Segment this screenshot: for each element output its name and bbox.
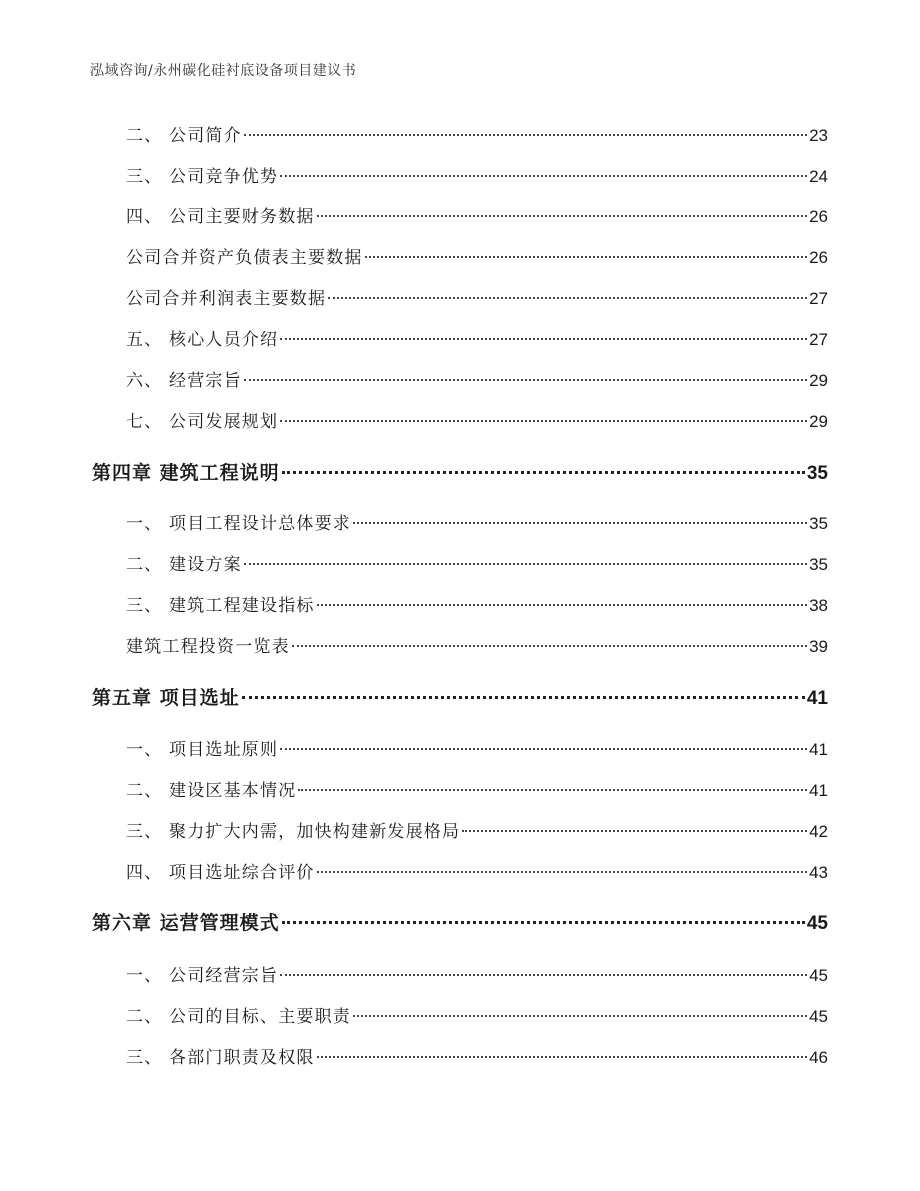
page-header: 泓域咨询/永州碳化硅衬底设备项目建议书 (90, 63, 357, 79)
toc-entry-page: 39 (809, 637, 828, 656)
toc-entry-label: 三、 公司竞争优势 (126, 167, 279, 187)
toc-entry[interactable] (126, 367, 828, 395)
dot-leader (317, 1056, 807, 1058)
toc-entry-label: 六、 经营宗旨 (126, 371, 242, 391)
toc-chapter-entry[interactable] (92, 459, 828, 487)
toc-entry-page: 46 (809, 1048, 828, 1067)
toc-entry-label: 三、 建筑工程建设指标 (126, 596, 315, 616)
toc-entry-page: 29 (809, 371, 828, 390)
toc-entry-label: 三、 聚力扩大内需，加快构建新发展格局 (126, 822, 461, 842)
toc-entry[interactable] (126, 163, 828, 191)
toc-entry-page: 41 (809, 781, 828, 800)
dot-leader (244, 563, 807, 565)
toc-entry-label: 第五章 项目选址 (92, 687, 240, 709)
toc-entry-page: 42 (809, 822, 828, 841)
dot-leader (280, 974, 807, 976)
toc-entry-page: 43 (809, 863, 828, 882)
dot-leader (280, 338, 807, 340)
toc-entry-label: 一、 项目选址原则 (126, 740, 279, 760)
toc-entry-label: 第六章 运营管理模式 (92, 912, 280, 934)
toc-entry[interactable] (126, 122, 828, 150)
toc-entry[interactable] (126, 859, 828, 887)
toc-entry-page: 23 (809, 126, 828, 145)
toc-chapter-entry[interactable] (92, 684, 828, 712)
toc-entry-page: 41 (806, 688, 828, 709)
dot-leader (242, 696, 805, 699)
toc-entry-label: 二、 公司简介 (126, 126, 242, 146)
toc-entry-label: 二、 建设方案 (126, 555, 242, 575)
toc-entry[interactable] (126, 818, 828, 846)
dot-leader (353, 522, 807, 524)
dot-leader (317, 871, 807, 873)
toc-entry-label: 第四章 建筑工程说明 (92, 462, 280, 484)
toc-entry-label: 公司合并资产负债表主要数据 (126, 248, 363, 268)
toc-entry-label: 一、 项目工程设计总体要求 (126, 514, 352, 534)
toc-entry[interactable] (126, 1003, 828, 1031)
toc-entry-page: 26 (809, 207, 828, 226)
toc-entry-label: 七、 公司发展规划 (126, 412, 279, 432)
dot-leader (353, 1015, 807, 1017)
toc-entry[interactable] (126, 777, 828, 805)
dot-leader (282, 471, 805, 474)
toc-entry[interactable] (126, 962, 828, 990)
dot-leader (280, 175, 807, 177)
toc-entry-page: 45 (809, 1007, 828, 1026)
toc-entry-label: 四、 项目选址综合评价 (126, 863, 315, 883)
toc-entry[interactable] (126, 408, 828, 436)
toc-entry[interactable] (126, 326, 828, 354)
dot-leader (292, 645, 807, 647)
dot-leader (280, 748, 807, 750)
toc-entry-label: 公司合并利润表主要数据 (126, 289, 327, 309)
toc-entry-label: 五、 核心人员介绍 (126, 330, 279, 350)
toc-entry-page: 27 (809, 289, 828, 308)
dot-leader (328, 297, 807, 299)
dot-leader (462, 830, 807, 832)
toc-entry[interactable] (126, 551, 828, 579)
toc-entry-label: 三、 各部门职责及权限 (126, 1048, 315, 1068)
dot-leader (317, 215, 807, 217)
toc-entry-page: 35 (809, 514, 828, 533)
toc-entry-page: 35 (809, 555, 828, 574)
toc-entry-page: 35 (806, 463, 828, 484)
toc-entry-page: 24 (809, 167, 828, 186)
toc-entry-page: 29 (809, 412, 828, 431)
toc-entry-page: 27 (809, 330, 828, 349)
dot-leader (365, 256, 807, 258)
toc-entry-page: 45 (809, 966, 828, 985)
toc-entry[interactable] (126, 203, 828, 231)
dot-leader (298, 789, 807, 791)
toc-entry[interactable] (126, 1044, 828, 1072)
toc-entry-label: 四、 公司主要财务数据 (126, 207, 315, 227)
toc-entry-page: 45 (806, 913, 828, 934)
toc-entry-label: 二、 建设区基本情况 (126, 781, 297, 801)
toc-entry[interactable] (126, 510, 828, 538)
dot-leader (244, 134, 807, 136)
toc-entry-label: 一、 公司经营宗旨 (126, 966, 279, 986)
dot-leader (244, 379, 807, 381)
toc-chapter-entry[interactable] (92, 909, 828, 937)
toc-entry[interactable] (126, 244, 828, 272)
dot-leader (280, 420, 807, 422)
toc-entry[interactable] (126, 285, 828, 313)
toc-entry-label: 二、 公司的目标、主要职责 (126, 1007, 352, 1027)
toc-entry-page: 41 (809, 740, 828, 759)
toc-entry[interactable] (126, 736, 828, 764)
toc-entry-page: 38 (809, 596, 828, 615)
toc-entry-page: 26 (809, 248, 828, 267)
dot-leader (282, 921, 805, 924)
dot-leader (317, 604, 807, 606)
toc-entry-label: 建筑工程投资一览表 (126, 637, 290, 657)
toc-entry[interactable] (126, 633, 828, 661)
toc-entry[interactable] (126, 592, 828, 620)
